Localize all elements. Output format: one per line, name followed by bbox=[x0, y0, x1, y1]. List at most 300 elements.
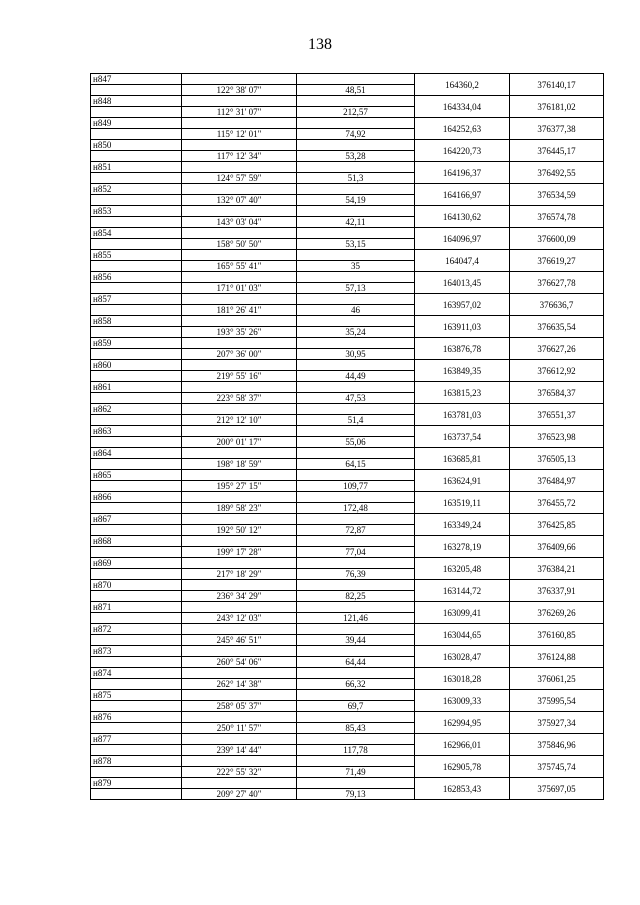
segment-length-cell bbox=[297, 668, 415, 679]
table-row-point bbox=[91, 118, 604, 129]
point-name-cell: н876 bbox=[91, 712, 182, 723]
y-coordinate-cell: 375846,96 bbox=[510, 734, 604, 756]
point-name-cell: н867 bbox=[91, 514, 182, 525]
direction-angle-cell: 181° 26' 41" bbox=[182, 305, 297, 316]
direction-angle-cell bbox=[182, 140, 297, 151]
segment-length-cell: 35,24 bbox=[297, 327, 415, 338]
table-row-point bbox=[91, 184, 604, 195]
y-coordinate-cell: 376409,66 bbox=[510, 536, 604, 558]
y-coordinate-cell: 376627,78 bbox=[510, 272, 604, 294]
y-coordinate-cell: 376181,02 bbox=[510, 96, 604, 118]
x-coordinate-cell: 163519,11 bbox=[415, 492, 510, 514]
y-coordinate-cell: 376619,27 bbox=[510, 250, 604, 272]
point-name-cell bbox=[91, 261, 182, 272]
point-name-cell bbox=[91, 173, 182, 184]
x-coordinate-cell: 163815,23 bbox=[415, 382, 510, 404]
segment-length-cell: 82,25 bbox=[297, 591, 415, 602]
table-row-point bbox=[91, 492, 604, 503]
page-number: 138 bbox=[308, 36, 332, 53]
y-coordinate-cell: 376269,26 bbox=[510, 602, 604, 624]
y-coordinate-cell: 376377,38 bbox=[510, 118, 604, 140]
table-row-point bbox=[91, 74, 604, 85]
table-row-point bbox=[91, 558, 604, 569]
table-row-point bbox=[91, 734, 604, 745]
direction-angle-cell bbox=[182, 580, 297, 591]
point-name-cell bbox=[91, 701, 182, 712]
x-coordinate-cell: 163144,72 bbox=[415, 580, 510, 602]
point-name-cell: н879 bbox=[91, 778, 182, 789]
direction-angle-cell: 258° 05' 37" bbox=[182, 701, 297, 712]
point-name-cell: н850 bbox=[91, 140, 182, 151]
x-coordinate-cell: 164013,45 bbox=[415, 272, 510, 294]
point-name-cell: н866 bbox=[91, 492, 182, 503]
y-coordinate-cell: 376600,09 bbox=[510, 228, 604, 250]
table-row-point bbox=[91, 96, 604, 107]
segment-length-cell bbox=[297, 690, 415, 701]
y-coordinate-cell: 376584,37 bbox=[510, 382, 604, 404]
segment-length-cell bbox=[297, 448, 415, 459]
direction-angle-cell bbox=[182, 756, 297, 767]
segment-length-cell bbox=[297, 206, 415, 217]
direction-angle-cell: 262° 14' 38" bbox=[182, 679, 297, 690]
direction-angle-cell bbox=[182, 74, 297, 85]
direction-angle-cell bbox=[182, 492, 297, 503]
point-name-cell bbox=[91, 283, 182, 294]
point-name-cell: н864 bbox=[91, 448, 182, 459]
x-coordinate-cell: 162853,43 bbox=[415, 778, 510, 800]
point-name-cell: н877 bbox=[91, 734, 182, 745]
point-name-cell bbox=[91, 679, 182, 690]
direction-angle-cell bbox=[182, 470, 297, 481]
point-name-cell bbox=[91, 327, 182, 338]
segment-length-cell: 51,4 bbox=[297, 415, 415, 426]
segment-length-cell: 79,13 bbox=[297, 789, 415, 800]
point-name-cell bbox=[91, 151, 182, 162]
point-name-cell bbox=[91, 239, 182, 250]
segment-length-cell: 39,44 bbox=[297, 635, 415, 646]
point-name-cell: н852 bbox=[91, 184, 182, 195]
table-row-point bbox=[91, 514, 604, 525]
y-coordinate-cell: 376636,7 bbox=[510, 294, 604, 316]
segment-length-cell bbox=[297, 734, 415, 745]
y-coordinate-cell: 376492,55 bbox=[510, 162, 604, 184]
direction-angle-cell bbox=[182, 382, 297, 393]
point-name-cell: н847 bbox=[91, 74, 182, 85]
segment-length-cell: 74,92 bbox=[297, 129, 415, 140]
table-row-point bbox=[91, 294, 604, 305]
y-coordinate-cell: 376523,98 bbox=[510, 426, 604, 448]
direction-angle-cell: 207° 36' 00" bbox=[182, 349, 297, 360]
y-coordinate-cell: 376061,25 bbox=[510, 668, 604, 690]
segment-length-cell: 212,57 bbox=[297, 107, 415, 118]
direction-angle-cell: 209° 27' 40" bbox=[182, 789, 297, 800]
direction-angle-cell: 143° 03' 04" bbox=[182, 217, 297, 228]
direction-angle-cell bbox=[182, 338, 297, 349]
direction-angle-cell: 193° 35' 26" bbox=[182, 327, 297, 338]
direction-angle-cell: 222° 55' 32" bbox=[182, 767, 297, 778]
segment-length-cell bbox=[297, 404, 415, 415]
y-coordinate-cell: 376484,97 bbox=[510, 470, 604, 492]
segment-length-cell: 117,78 bbox=[297, 745, 415, 756]
x-coordinate-cell: 164130,62 bbox=[415, 206, 510, 228]
segment-length-cell bbox=[297, 756, 415, 767]
point-name-cell: н875 bbox=[91, 690, 182, 701]
table-row-point bbox=[91, 338, 604, 349]
point-name-cell: н873 bbox=[91, 646, 182, 657]
table-row-point bbox=[91, 778, 604, 789]
direction-angle-cell: 198° 18' 59" bbox=[182, 459, 297, 470]
x-coordinate-cell: 162966,01 bbox=[415, 734, 510, 756]
direction-angle-cell bbox=[182, 162, 297, 173]
segment-length-cell bbox=[297, 140, 415, 151]
x-coordinate-cell: 164360,2 bbox=[415, 74, 510, 96]
x-coordinate-cell: 164047,4 bbox=[415, 250, 510, 272]
direction-angle-cell: 122° 38' 07" bbox=[182, 85, 297, 96]
segment-length-cell bbox=[297, 118, 415, 129]
segment-length-cell bbox=[297, 184, 415, 195]
x-coordinate-cell: 163349,24 bbox=[415, 514, 510, 536]
point-name-cell bbox=[91, 305, 182, 316]
point-name-cell: н848 bbox=[91, 96, 182, 107]
x-coordinate-cell: 163009,33 bbox=[415, 690, 510, 712]
direction-angle-cell: 219° 55' 16" bbox=[182, 371, 297, 382]
point-name-cell bbox=[91, 437, 182, 448]
x-coordinate-cell: 163028,47 bbox=[415, 646, 510, 668]
table-row-point bbox=[91, 316, 604, 327]
point-name-cell bbox=[91, 745, 182, 756]
direction-angle-cell: 115° 12' 01" bbox=[182, 129, 297, 140]
x-coordinate-cell: 163624,91 bbox=[415, 470, 510, 492]
table-row-point bbox=[91, 690, 604, 701]
direction-angle-cell: 217° 18' 29" bbox=[182, 569, 297, 580]
point-name-cell bbox=[91, 371, 182, 382]
point-name-cell: н854 bbox=[91, 228, 182, 239]
direction-angle-cell bbox=[182, 668, 297, 679]
x-coordinate-cell: 163781,03 bbox=[415, 404, 510, 426]
point-name-cell bbox=[91, 547, 182, 558]
segment-length-cell: 53,15 bbox=[297, 239, 415, 250]
segment-length-cell: 69,7 bbox=[297, 701, 415, 712]
coordinates-table-body bbox=[91, 74, 604, 800]
table-row-point bbox=[91, 140, 604, 151]
segment-length-cell bbox=[297, 382, 415, 393]
direction-angle-cell bbox=[182, 690, 297, 701]
y-coordinate-cell: 376124,88 bbox=[510, 646, 604, 668]
direction-angle-cell: 250° 11' 57" bbox=[182, 723, 297, 734]
segment-length-cell: 71,49 bbox=[297, 767, 415, 778]
table-row-point bbox=[91, 250, 604, 261]
direction-angle-cell: 200° 01' 17" bbox=[182, 437, 297, 448]
direction-angle-cell bbox=[182, 734, 297, 745]
segment-length-cell: 42,11 bbox=[297, 217, 415, 228]
point-name-cell bbox=[91, 569, 182, 580]
direction-angle-cell: 236° 34' 29" bbox=[182, 591, 297, 602]
point-name-cell: н861 bbox=[91, 382, 182, 393]
segment-length-cell bbox=[297, 96, 415, 107]
point-name-cell: н870 bbox=[91, 580, 182, 591]
y-coordinate-cell: 376160,85 bbox=[510, 624, 604, 646]
point-name-cell: н859 bbox=[91, 338, 182, 349]
point-name-cell: н878 bbox=[91, 756, 182, 767]
segment-length-cell: 57,13 bbox=[297, 283, 415, 294]
direction-angle-cell bbox=[182, 712, 297, 723]
point-name-cell bbox=[91, 393, 182, 404]
x-coordinate-cell: 163018,28 bbox=[415, 668, 510, 690]
point-name-cell bbox=[91, 657, 182, 668]
direction-angle-cell bbox=[182, 96, 297, 107]
table-row-point bbox=[91, 646, 604, 657]
x-coordinate-cell: 163957,02 bbox=[415, 294, 510, 316]
x-coordinate-cell: 162994,95 bbox=[415, 712, 510, 734]
table-row-point bbox=[91, 162, 604, 173]
x-coordinate-cell: 163876,78 bbox=[415, 338, 510, 360]
segment-length-cell bbox=[297, 514, 415, 525]
segment-length-cell bbox=[297, 536, 415, 547]
segment-length-cell: 172,48 bbox=[297, 503, 415, 514]
segment-length-cell bbox=[297, 360, 415, 371]
segment-length-cell: 47,53 bbox=[297, 393, 415, 404]
point-name-cell: н862 bbox=[91, 404, 182, 415]
direction-angle-cell: 199° 17' 28" bbox=[182, 547, 297, 558]
y-coordinate-cell: 375927,34 bbox=[510, 712, 604, 734]
direction-angle-cell: 189° 58' 23" bbox=[182, 503, 297, 514]
point-name-cell bbox=[91, 195, 182, 206]
direction-angle-cell bbox=[182, 404, 297, 415]
segment-length-cell: 30,95 bbox=[297, 349, 415, 360]
segment-length-cell: 48,51 bbox=[297, 85, 415, 96]
table-row-point bbox=[91, 602, 604, 613]
x-coordinate-cell: 164166,97 bbox=[415, 184, 510, 206]
direction-angle-cell: 165° 55' 41" bbox=[182, 261, 297, 272]
y-coordinate-cell: 376455,72 bbox=[510, 492, 604, 514]
point-name-cell: н868 bbox=[91, 536, 182, 547]
point-name-cell bbox=[91, 129, 182, 140]
coordinates-table bbox=[90, 73, 604, 800]
direction-angle-cell bbox=[182, 778, 297, 789]
point-name-cell: н874 bbox=[91, 668, 182, 679]
point-name-cell bbox=[91, 415, 182, 426]
y-coordinate-cell: 376551,37 bbox=[510, 404, 604, 426]
y-coordinate-cell: 376140,17 bbox=[510, 74, 604, 96]
direction-angle-cell: 245° 46' 51" bbox=[182, 635, 297, 646]
segment-length-cell: 35 bbox=[297, 261, 415, 272]
point-name-cell bbox=[91, 481, 182, 492]
y-coordinate-cell: 375697,05 bbox=[510, 778, 604, 800]
segment-length-cell bbox=[297, 558, 415, 569]
table-row-point bbox=[91, 536, 604, 547]
direction-angle-cell: 192° 50' 12" bbox=[182, 525, 297, 536]
direction-angle-cell bbox=[182, 360, 297, 371]
direction-angle-cell: 212° 12' 10" bbox=[182, 415, 297, 426]
direction-angle-cell: 195° 27' 15" bbox=[182, 481, 297, 492]
y-coordinate-cell: 376505,13 bbox=[510, 448, 604, 470]
segment-length-cell bbox=[297, 470, 415, 481]
x-coordinate-cell: 164196,37 bbox=[415, 162, 510, 184]
point-name-cell: н855 bbox=[91, 250, 182, 261]
segment-length-cell: 121,46 bbox=[297, 613, 415, 624]
x-coordinate-cell: 164096,97 bbox=[415, 228, 510, 250]
segment-length-cell bbox=[297, 74, 415, 85]
y-coordinate-cell: 376635,54 bbox=[510, 316, 604, 338]
x-coordinate-cell: 163205,48 bbox=[415, 558, 510, 580]
direction-angle-cell: 239° 14' 44" bbox=[182, 745, 297, 756]
point-name-cell bbox=[91, 503, 182, 514]
segment-length-cell: 44,49 bbox=[297, 371, 415, 382]
segment-length-cell: 51,3 bbox=[297, 173, 415, 184]
point-name-cell bbox=[91, 107, 182, 118]
direction-angle-cell bbox=[182, 646, 297, 657]
x-coordinate-cell: 163278,19 bbox=[415, 536, 510, 558]
point-name-cell: н871 bbox=[91, 602, 182, 613]
table-row-point bbox=[91, 580, 604, 591]
point-name-cell bbox=[91, 591, 182, 602]
direction-angle-cell: 171° 01' 03" bbox=[182, 283, 297, 294]
table-row-point bbox=[91, 448, 604, 459]
segment-length-cell bbox=[297, 602, 415, 613]
direction-angle-cell bbox=[182, 118, 297, 129]
table-row-point bbox=[91, 426, 604, 437]
segment-length-cell: 76,39 bbox=[297, 569, 415, 580]
segment-length-cell bbox=[297, 338, 415, 349]
segment-length-cell: 54,19 bbox=[297, 195, 415, 206]
direction-angle-cell bbox=[182, 250, 297, 261]
point-name-cell bbox=[91, 349, 182, 360]
y-coordinate-cell: 375745,74 bbox=[510, 756, 604, 778]
segment-length-cell bbox=[297, 316, 415, 327]
direction-angle-cell: 112° 31' 07" bbox=[182, 107, 297, 118]
point-name-cell bbox=[91, 723, 182, 734]
direction-angle-cell bbox=[182, 316, 297, 327]
point-name-cell bbox=[91, 613, 182, 624]
table-row-point bbox=[91, 470, 604, 481]
direction-angle-cell bbox=[182, 184, 297, 195]
x-coordinate-cell: 163737,54 bbox=[415, 426, 510, 448]
table-row-point bbox=[91, 228, 604, 239]
direction-angle-cell bbox=[182, 294, 297, 305]
y-coordinate-cell: 376337,91 bbox=[510, 580, 604, 602]
segment-length-cell bbox=[297, 492, 415, 503]
direction-angle-cell bbox=[182, 514, 297, 525]
direction-angle-cell: 223° 58' 37" bbox=[182, 393, 297, 404]
y-coordinate-cell: 376627,26 bbox=[510, 338, 604, 360]
direction-angle-cell: 243° 12' 03" bbox=[182, 613, 297, 624]
point-name-cell bbox=[91, 459, 182, 470]
segment-length-cell bbox=[297, 778, 415, 789]
point-name-cell: н865 bbox=[91, 470, 182, 481]
point-name-cell: н860 bbox=[91, 360, 182, 371]
point-name-cell: н853 bbox=[91, 206, 182, 217]
table-row-point bbox=[91, 712, 604, 723]
segment-length-cell: 64,15 bbox=[297, 459, 415, 470]
y-coordinate-cell: 376574,78 bbox=[510, 206, 604, 228]
point-name-cell: н872 bbox=[91, 624, 182, 635]
table-row-point bbox=[91, 360, 604, 371]
point-name-cell: н869 bbox=[91, 558, 182, 569]
segment-length-cell bbox=[297, 250, 415, 261]
y-coordinate-cell: 376425,85 bbox=[510, 514, 604, 536]
direction-angle-cell bbox=[182, 602, 297, 613]
direction-angle-cell bbox=[182, 624, 297, 635]
direction-angle-cell bbox=[182, 272, 297, 283]
x-coordinate-cell: 163099,41 bbox=[415, 602, 510, 624]
x-coordinate-cell: 164334,04 bbox=[415, 96, 510, 118]
segment-length-cell bbox=[297, 580, 415, 591]
point-name-cell: н857 bbox=[91, 294, 182, 305]
direction-angle-cell bbox=[182, 426, 297, 437]
table-row-point bbox=[91, 404, 604, 415]
segment-length-cell: 66,32 bbox=[297, 679, 415, 690]
point-name-cell bbox=[91, 789, 182, 800]
segment-length-cell: 46 bbox=[297, 305, 415, 316]
segment-length-cell: 55,06 bbox=[297, 437, 415, 448]
x-coordinate-cell: 164252,63 bbox=[415, 118, 510, 140]
point-name-cell bbox=[91, 217, 182, 228]
x-coordinate-cell: 162905,78 bbox=[415, 756, 510, 778]
segment-length-cell: 64,44 bbox=[297, 657, 415, 668]
point-name-cell bbox=[91, 85, 182, 96]
x-coordinate-cell: 163849,35 bbox=[415, 360, 510, 382]
segment-length-cell: 109,77 bbox=[297, 481, 415, 492]
direction-angle-cell: 260° 54' 06" bbox=[182, 657, 297, 668]
segment-length-cell: 53,28 bbox=[297, 151, 415, 162]
segment-length-cell: 77,04 bbox=[297, 547, 415, 558]
segment-length-cell bbox=[297, 712, 415, 723]
table-row-point bbox=[91, 272, 604, 283]
y-coordinate-cell: 376445,17 bbox=[510, 140, 604, 162]
table-row-point bbox=[91, 668, 604, 679]
table-row-point bbox=[91, 624, 604, 635]
segment-length-cell bbox=[297, 426, 415, 437]
point-name-cell: н856 bbox=[91, 272, 182, 283]
table-row-point bbox=[91, 756, 604, 767]
segment-length-cell bbox=[297, 272, 415, 283]
table-row-point bbox=[91, 206, 604, 217]
point-name-cell bbox=[91, 767, 182, 778]
segment-length-cell bbox=[297, 294, 415, 305]
direction-angle-cell bbox=[182, 558, 297, 569]
y-coordinate-cell: 376534,59 bbox=[510, 184, 604, 206]
point-name-cell: н863 bbox=[91, 426, 182, 437]
segment-length-cell: 72,87 bbox=[297, 525, 415, 536]
direction-angle-cell bbox=[182, 536, 297, 547]
direction-angle-cell bbox=[182, 228, 297, 239]
segment-length-cell: 85,43 bbox=[297, 723, 415, 734]
direction-angle-cell bbox=[182, 448, 297, 459]
direction-angle-cell: 117° 12' 34" bbox=[182, 151, 297, 162]
x-coordinate-cell: 163044,65 bbox=[415, 624, 510, 646]
y-coordinate-cell: 376384,21 bbox=[510, 558, 604, 580]
y-coordinate-cell: 375995,54 bbox=[510, 690, 604, 712]
point-name-cell: н858 bbox=[91, 316, 182, 327]
x-coordinate-cell: 163685,81 bbox=[415, 448, 510, 470]
point-name-cell bbox=[91, 635, 182, 646]
x-coordinate-cell: 163911,03 bbox=[415, 316, 510, 338]
table-row-point bbox=[91, 382, 604, 393]
direction-angle-cell: 132° 07' 40" bbox=[182, 195, 297, 206]
segment-length-cell bbox=[297, 646, 415, 657]
point-name-cell: н849 bbox=[91, 118, 182, 129]
point-name-cell bbox=[91, 525, 182, 536]
direction-angle-cell: 158° 50' 50" bbox=[182, 239, 297, 250]
y-coordinate-cell: 376612,92 bbox=[510, 360, 604, 382]
x-coordinate-cell: 164220,73 bbox=[415, 140, 510, 162]
direction-angle-cell: 124° 57' 59" bbox=[182, 173, 297, 184]
segment-length-cell bbox=[297, 624, 415, 635]
point-name-cell: н851 bbox=[91, 162, 182, 173]
segment-length-cell bbox=[297, 162, 415, 173]
segment-length-cell bbox=[297, 228, 415, 239]
direction-angle-cell bbox=[182, 206, 297, 217]
